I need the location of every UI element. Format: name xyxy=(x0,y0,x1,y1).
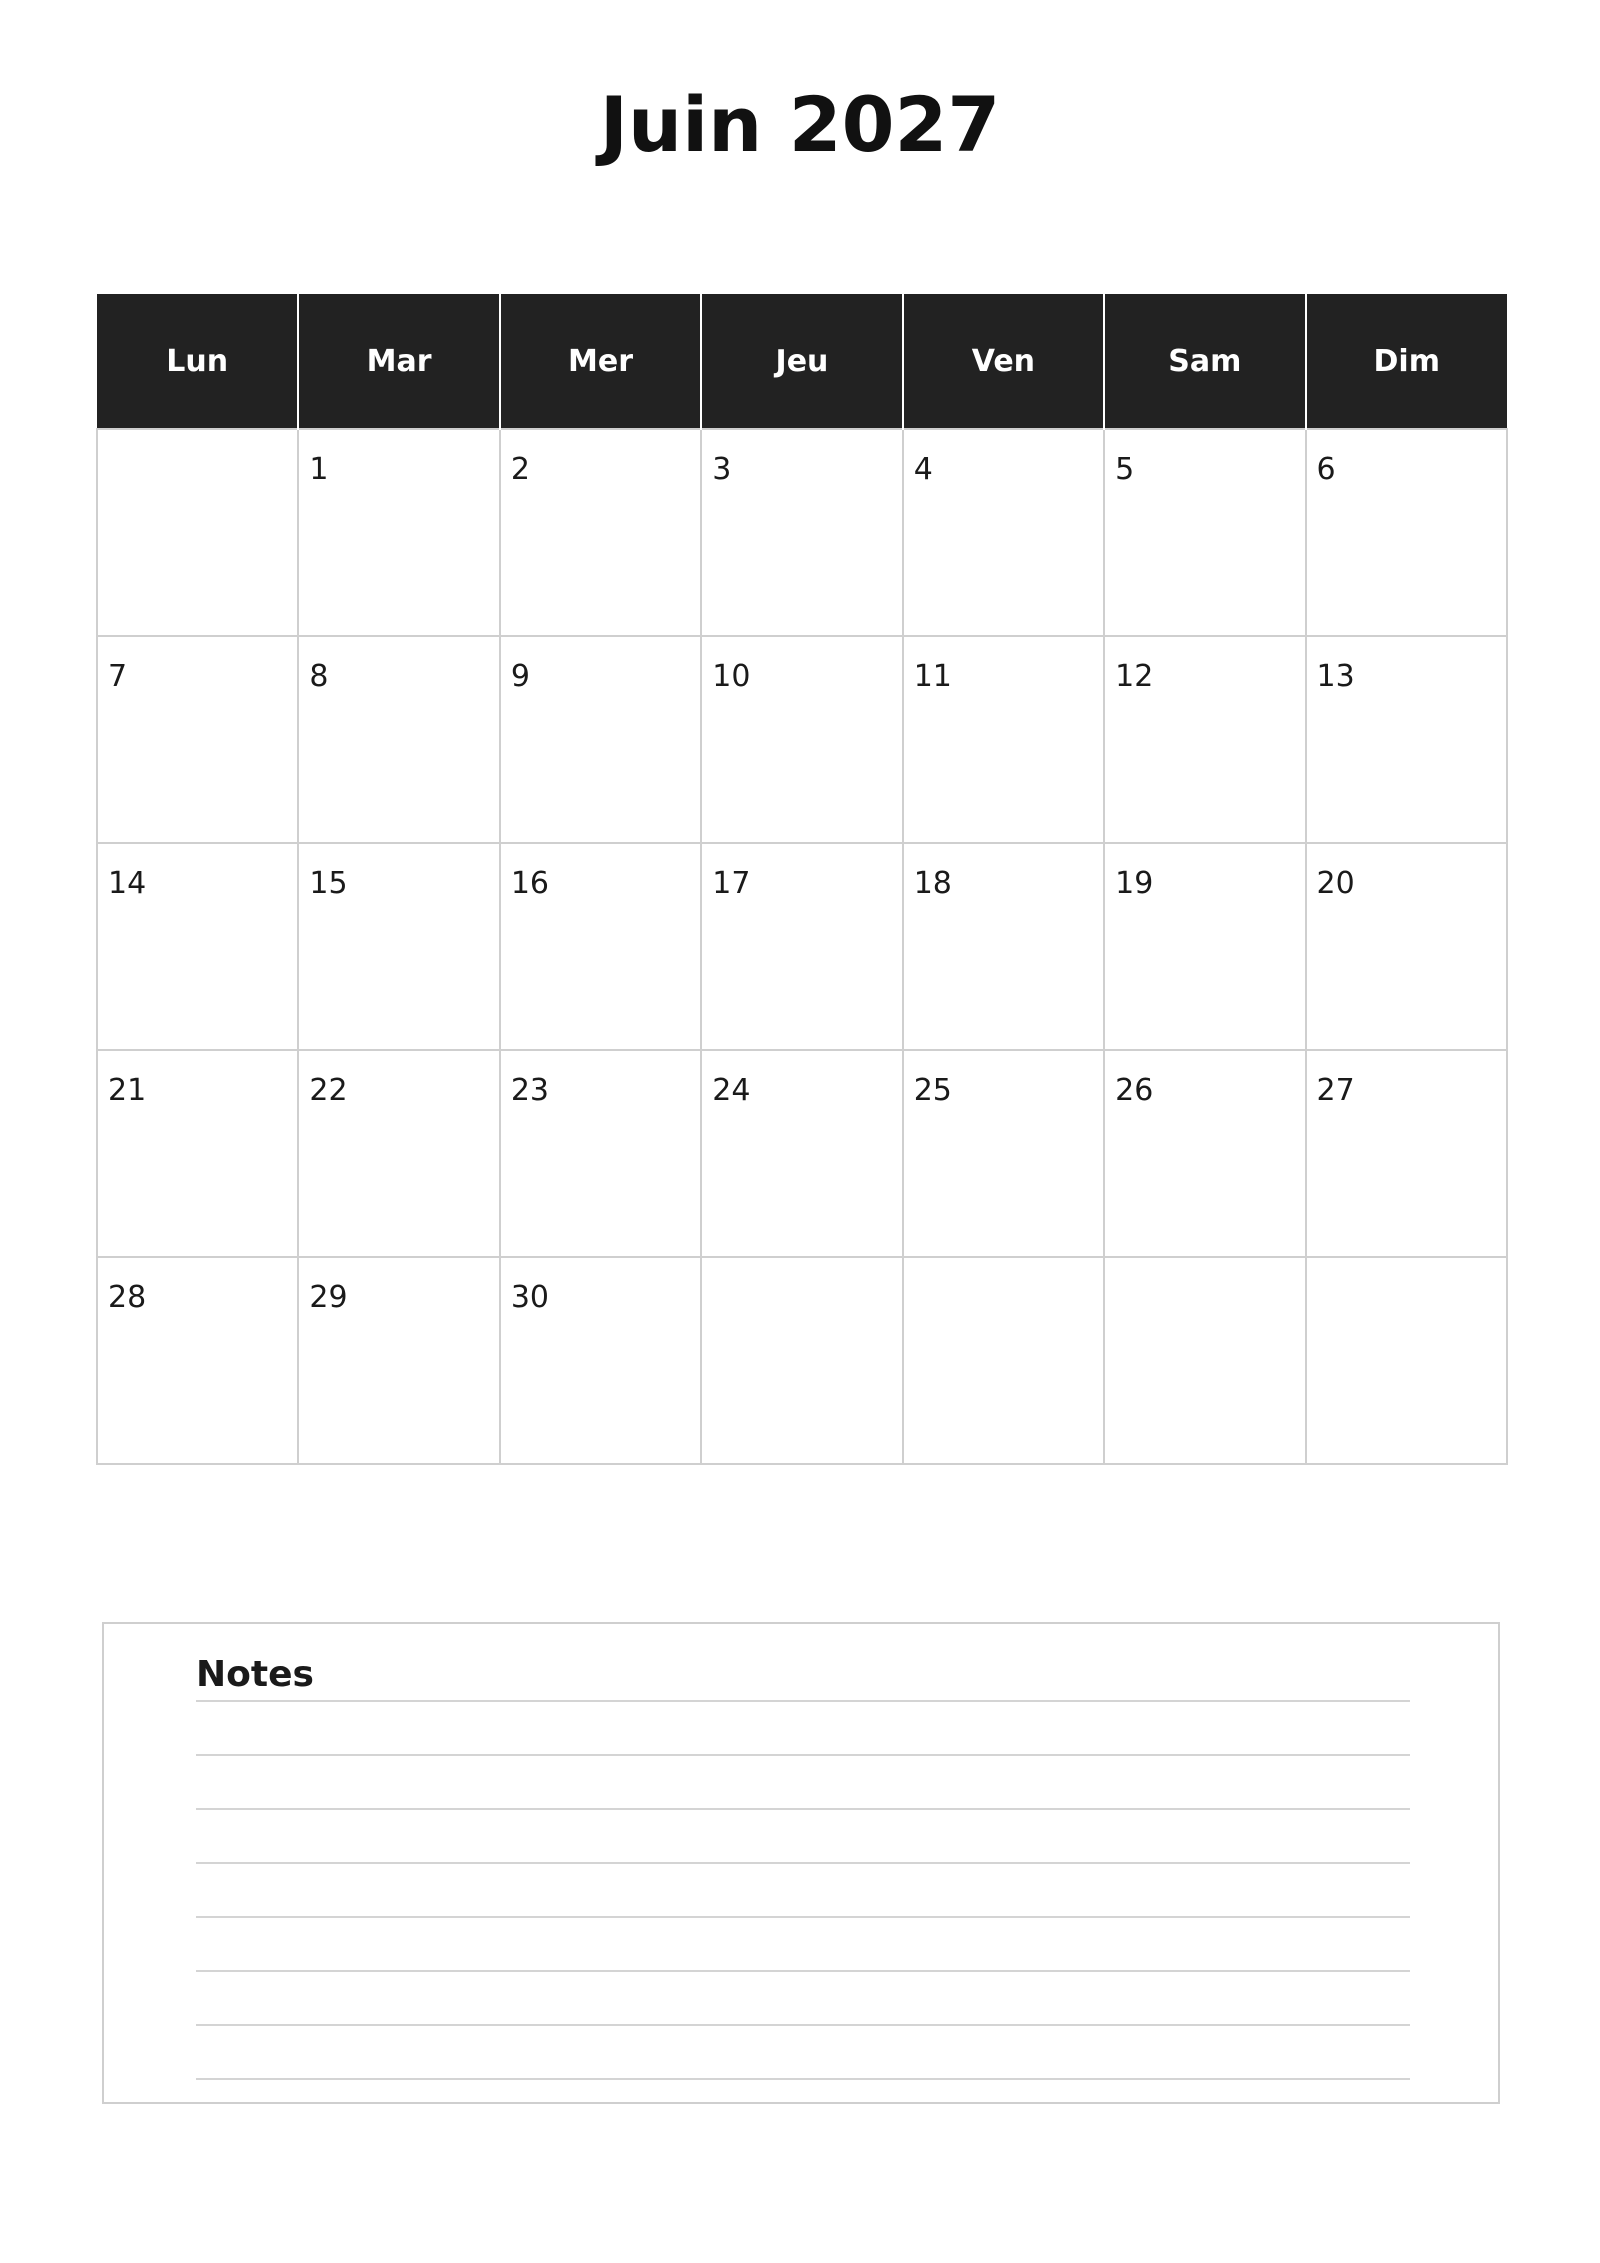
day-number: 19 xyxy=(1115,866,1154,901)
day-number: 25 xyxy=(913,1073,952,1108)
day-number: 1 xyxy=(309,452,329,487)
notes-box xyxy=(102,1622,1500,2104)
day-number xyxy=(1307,1258,1506,1280)
note-line xyxy=(196,1970,1410,1972)
day-number: 29 xyxy=(309,1280,348,1315)
note-line xyxy=(196,1754,1410,1756)
day-cell xyxy=(701,1257,902,1464)
day-number: 5 xyxy=(1115,452,1135,487)
weekday-header: Mer xyxy=(500,294,701,429)
day-cell xyxy=(1306,1257,1507,1464)
day-cell xyxy=(903,843,1104,1050)
page-title: Juin 2027 xyxy=(599,80,1001,169)
note-line xyxy=(196,1808,1410,1810)
weekday-header-row xyxy=(97,294,1507,429)
day-number: 22 xyxy=(309,1073,348,1108)
day-cell xyxy=(701,636,902,843)
week-row xyxy=(97,1050,1507,1257)
day-number: 11 xyxy=(913,659,952,694)
day-cell xyxy=(701,1050,902,1257)
day-cell xyxy=(1104,1050,1305,1257)
day-number xyxy=(98,430,297,452)
day-cell xyxy=(97,843,298,1050)
day-cell xyxy=(500,636,701,843)
weekday-header: Jeu xyxy=(701,294,902,429)
week-row xyxy=(97,429,1507,636)
week-row xyxy=(97,843,1507,1050)
day-number: 18 xyxy=(913,866,952,901)
day-cell xyxy=(903,429,1104,636)
day-number: 16 xyxy=(510,866,550,901)
day-cell xyxy=(701,843,902,1050)
day-number: 13 xyxy=(1316,659,1355,694)
day-number: 30 xyxy=(510,1280,550,1315)
day-number: 26 xyxy=(1115,1073,1154,1108)
day-number: 21 xyxy=(108,1073,147,1108)
day-number: 10 xyxy=(712,659,751,694)
day-number: 2 xyxy=(510,452,530,487)
day-cell xyxy=(903,1050,1104,1257)
day-cell xyxy=(1306,1050,1507,1257)
note-line xyxy=(196,1862,1410,1864)
day-cell xyxy=(500,429,701,636)
day-cell xyxy=(298,429,499,636)
note-line xyxy=(196,1916,1410,1918)
weekday-header: Lun xyxy=(97,294,298,429)
day-number: 14 xyxy=(108,866,147,901)
day-number: 9 xyxy=(510,659,530,694)
day-cell xyxy=(298,843,499,1050)
day-cell xyxy=(1306,843,1507,1050)
weekday-header: Mar xyxy=(298,294,499,429)
day-number: 17 xyxy=(712,866,751,901)
day-cell xyxy=(500,843,701,1050)
day-cell xyxy=(298,1257,499,1464)
calendar-grid xyxy=(96,294,1508,1465)
day-number: 7 xyxy=(108,659,128,694)
day-cell xyxy=(1104,1257,1305,1464)
note-line xyxy=(196,2024,1410,2026)
day-cell xyxy=(500,1257,701,1464)
week-row xyxy=(97,1257,1507,1464)
day-number: 12 xyxy=(1115,659,1154,694)
day-cell xyxy=(500,1050,701,1257)
day-number: 24 xyxy=(712,1073,751,1108)
day-number: 28 xyxy=(108,1280,147,1315)
notes-title: Notes xyxy=(196,1654,314,1695)
note-line xyxy=(196,2078,1410,2080)
weekday-header: Sam xyxy=(1104,294,1305,429)
day-cell xyxy=(1306,636,1507,843)
day-number: 8 xyxy=(309,659,329,694)
day-cell xyxy=(97,1257,298,1464)
day-number: 20 xyxy=(1316,866,1355,901)
day-cell xyxy=(298,636,499,843)
week-row xyxy=(97,636,1507,843)
day-number: 4 xyxy=(913,452,933,487)
day-cell xyxy=(903,1257,1104,1464)
day-number: 15 xyxy=(309,866,348,901)
day-cell xyxy=(97,636,298,843)
note-line xyxy=(196,1700,1410,1702)
day-number: 6 xyxy=(1316,452,1336,487)
day-cell xyxy=(1104,429,1305,636)
day-number: 27 xyxy=(1316,1073,1355,1108)
weekday-header: Ven xyxy=(903,294,1104,429)
day-cell xyxy=(298,1050,499,1257)
day-number xyxy=(904,1258,1103,1280)
day-cell xyxy=(97,1050,298,1257)
day-cell xyxy=(1104,636,1305,843)
day-number xyxy=(702,1258,901,1280)
day-cell xyxy=(701,429,902,636)
day-cell xyxy=(1104,843,1305,1050)
day-cell xyxy=(903,636,1104,843)
weekday-header: Dim xyxy=(1306,294,1507,429)
day-number: 23 xyxy=(510,1073,550,1108)
day-cell xyxy=(97,429,298,636)
day-number xyxy=(1105,1258,1304,1280)
day-cell xyxy=(1306,429,1507,636)
day-number: 3 xyxy=(712,452,732,487)
